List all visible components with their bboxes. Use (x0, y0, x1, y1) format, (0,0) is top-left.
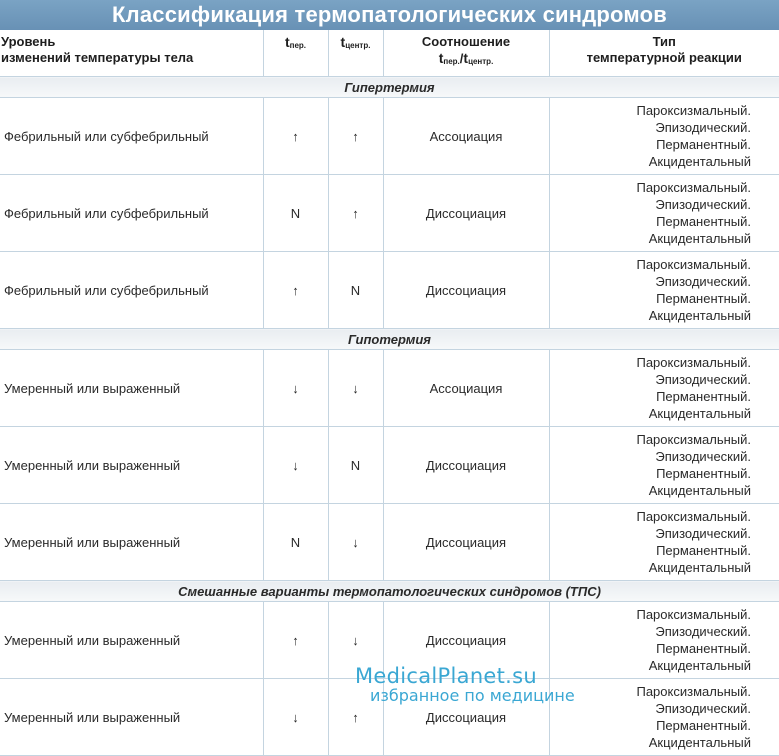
reaction-type-item: Эпизодический. (655, 624, 751, 639)
table-row (0, 175, 779, 252)
header-type-line2: температурной реакции (586, 50, 742, 65)
reaction-type-item: Пароксизмальный. (636, 355, 751, 370)
reaction-type-item: Пароксизмальный. (636, 103, 751, 118)
t-center-cell: ↓ (328, 350, 383, 427)
t-per-cell: ↑ (263, 98, 328, 175)
t-per-cell: ↓ (263, 679, 328, 756)
reaction-type-item: Перманентный. (656, 641, 751, 656)
reaction-type-item: Перманентный. (656, 214, 751, 229)
t-per-cell: ↓ (263, 427, 328, 504)
header-type (549, 30, 779, 77)
level-cell: Умеренный или выраженный (0, 427, 263, 504)
table-row (0, 98, 779, 175)
header-t-per (263, 30, 328, 77)
level-cell: Умеренный или выраженный (0, 504, 263, 581)
t-center-cell: N (328, 427, 383, 504)
reaction-type-item: Перманентный. (656, 389, 751, 404)
ratio-cell: Диссоциация (383, 252, 549, 329)
table-row (0, 602, 779, 679)
reaction-type-item: Перманентный. (656, 718, 751, 733)
classification-table (0, 30, 779, 756)
section-title: Смешанные варианты термопатологических синдромов (ТПС) (0, 581, 779, 602)
reaction-type-item: Акцидентальный (648, 658, 751, 673)
t-center-cell: ↑ (328, 98, 383, 175)
header-ratio-slash: / (459, 51, 464, 66)
header-ratio-sub2: центр. (468, 57, 494, 66)
header-ratio-t2: t (463, 50, 469, 66)
t-center-cell: ↑ (328, 175, 383, 252)
table-row (0, 252, 779, 329)
reaction-type-cell (549, 175, 779, 252)
ratio-cell: Диссоциация (383, 602, 549, 679)
header-ratio (383, 30, 549, 77)
t-per-cell: N (263, 175, 328, 252)
table-row (0, 350, 779, 427)
level-cell: Фебрильный или субфебрильный (0, 252, 263, 329)
level-cell: Умеренный или выраженный (0, 350, 263, 427)
reaction-type-item: Акцидентальный (648, 560, 751, 575)
t-per-cell: ↑ (263, 252, 328, 329)
reaction-type-cell (549, 252, 779, 329)
section-row (0, 581, 779, 602)
watermark-tagline: избранное по медицине (370, 686, 575, 705)
table-row (0, 427, 779, 504)
header-level (0, 30, 263, 77)
header-ratio-formula (387, 50, 546, 70)
ratio-cell: Диссоциация (383, 427, 549, 504)
reaction-type-cell (549, 98, 779, 175)
header-t-center-sub: центр. (345, 41, 371, 50)
header-level-line2: изменений температуры тела (1, 50, 194, 65)
reaction-type-item: Пароксизмальный. (636, 607, 751, 622)
reaction-type-item: Акцидентальный (648, 406, 751, 421)
reaction-type-item: Пароксизмальный. (636, 432, 751, 447)
reaction-type-item: Эпизодический. (655, 526, 751, 541)
header-ratio-t1: t (438, 50, 444, 66)
reaction-type-item: Перманентный. (656, 291, 751, 306)
t-center-cell: N (328, 252, 383, 329)
ratio-cell: Ассоциация (383, 98, 549, 175)
page-title: Классификация термопатологических синдромов (112, 2, 667, 27)
table-row (0, 679, 779, 756)
reaction-type-item: Пароксизмальный. (636, 257, 751, 272)
title-bar (0, 0, 779, 30)
reaction-type-item: Перманентный. (656, 137, 751, 152)
t-center-cell: ↓ (328, 504, 383, 581)
section-title: Гипотермия (0, 329, 779, 350)
table-row (0, 504, 779, 581)
t-center-cell: ↓ (328, 602, 383, 679)
level-cell: Фебрильный или субфебрильный (0, 175, 263, 252)
watermark-site: MedicalPlanet.su (355, 664, 538, 688)
reaction-type-item: Акцидентальный (648, 483, 751, 498)
ratio-cell: Диссоциация (383, 175, 549, 252)
reaction-type-item: Эпизодический. (655, 449, 751, 464)
reaction-type-item: Перманентный. (656, 466, 751, 481)
level-cell: Умеренный или выраженный (0, 679, 263, 756)
ratio-cell: Диссоциация (383, 504, 549, 581)
reaction-type-item: Эпизодический. (655, 197, 751, 212)
ratio-cell: Диссоциация (383, 679, 549, 756)
header-t-per-sub: пер. (289, 41, 307, 50)
reaction-type-cell (549, 504, 779, 581)
reaction-type-cell (549, 602, 779, 679)
reaction-type-cell (549, 427, 779, 504)
reaction-type-item: Эпизодический. (655, 372, 751, 387)
t-per-cell: ↓ (263, 350, 328, 427)
header-ratio-sub1: пер. (443, 57, 460, 66)
level-cell: Фебрильный или субфебрильный (0, 98, 263, 175)
header-t-per-symbol: t (284, 34, 290, 50)
table-header-row (0, 30, 779, 77)
reaction-type-item: Перманентный. (656, 543, 751, 558)
reaction-type-item: Эпизодический. (655, 701, 751, 716)
section-row (0, 329, 779, 350)
header-level-line1: Уровень (1, 34, 56, 49)
reaction-type-cell (549, 350, 779, 427)
header-type-line1: Тип (652, 34, 676, 49)
reaction-type-item: Акцидентальный (648, 231, 751, 246)
header-ratio-line1: Соотношение (421, 34, 511, 49)
reaction-type-item: Эпизодический. (655, 274, 751, 289)
reaction-type-item: Пароксизмальный. (636, 509, 751, 524)
header-t-center (328, 30, 383, 77)
t-center-cell: ↑ (328, 679, 383, 756)
section-row (0, 77, 779, 98)
reaction-type-item: Пароксизмальный. (636, 180, 751, 195)
section-title: Гипертермия (0, 77, 779, 98)
reaction-type-item: Акцидентальный (648, 154, 751, 169)
reaction-type-item: Пароксизмальный. (636, 684, 751, 699)
t-per-cell: N (263, 504, 328, 581)
reaction-type-cell (549, 679, 779, 756)
reaction-type-item: Акцидентальный (648, 735, 751, 750)
reaction-type-item: Эпизодический. (655, 120, 751, 135)
t-per-cell: ↑ (263, 602, 328, 679)
reaction-type-item: Акцидентальный (648, 308, 751, 323)
ratio-cell: Ассоциация (383, 350, 549, 427)
header-t-center-symbol: t (340, 34, 346, 50)
level-cell: Умеренный или выраженный (0, 602, 263, 679)
